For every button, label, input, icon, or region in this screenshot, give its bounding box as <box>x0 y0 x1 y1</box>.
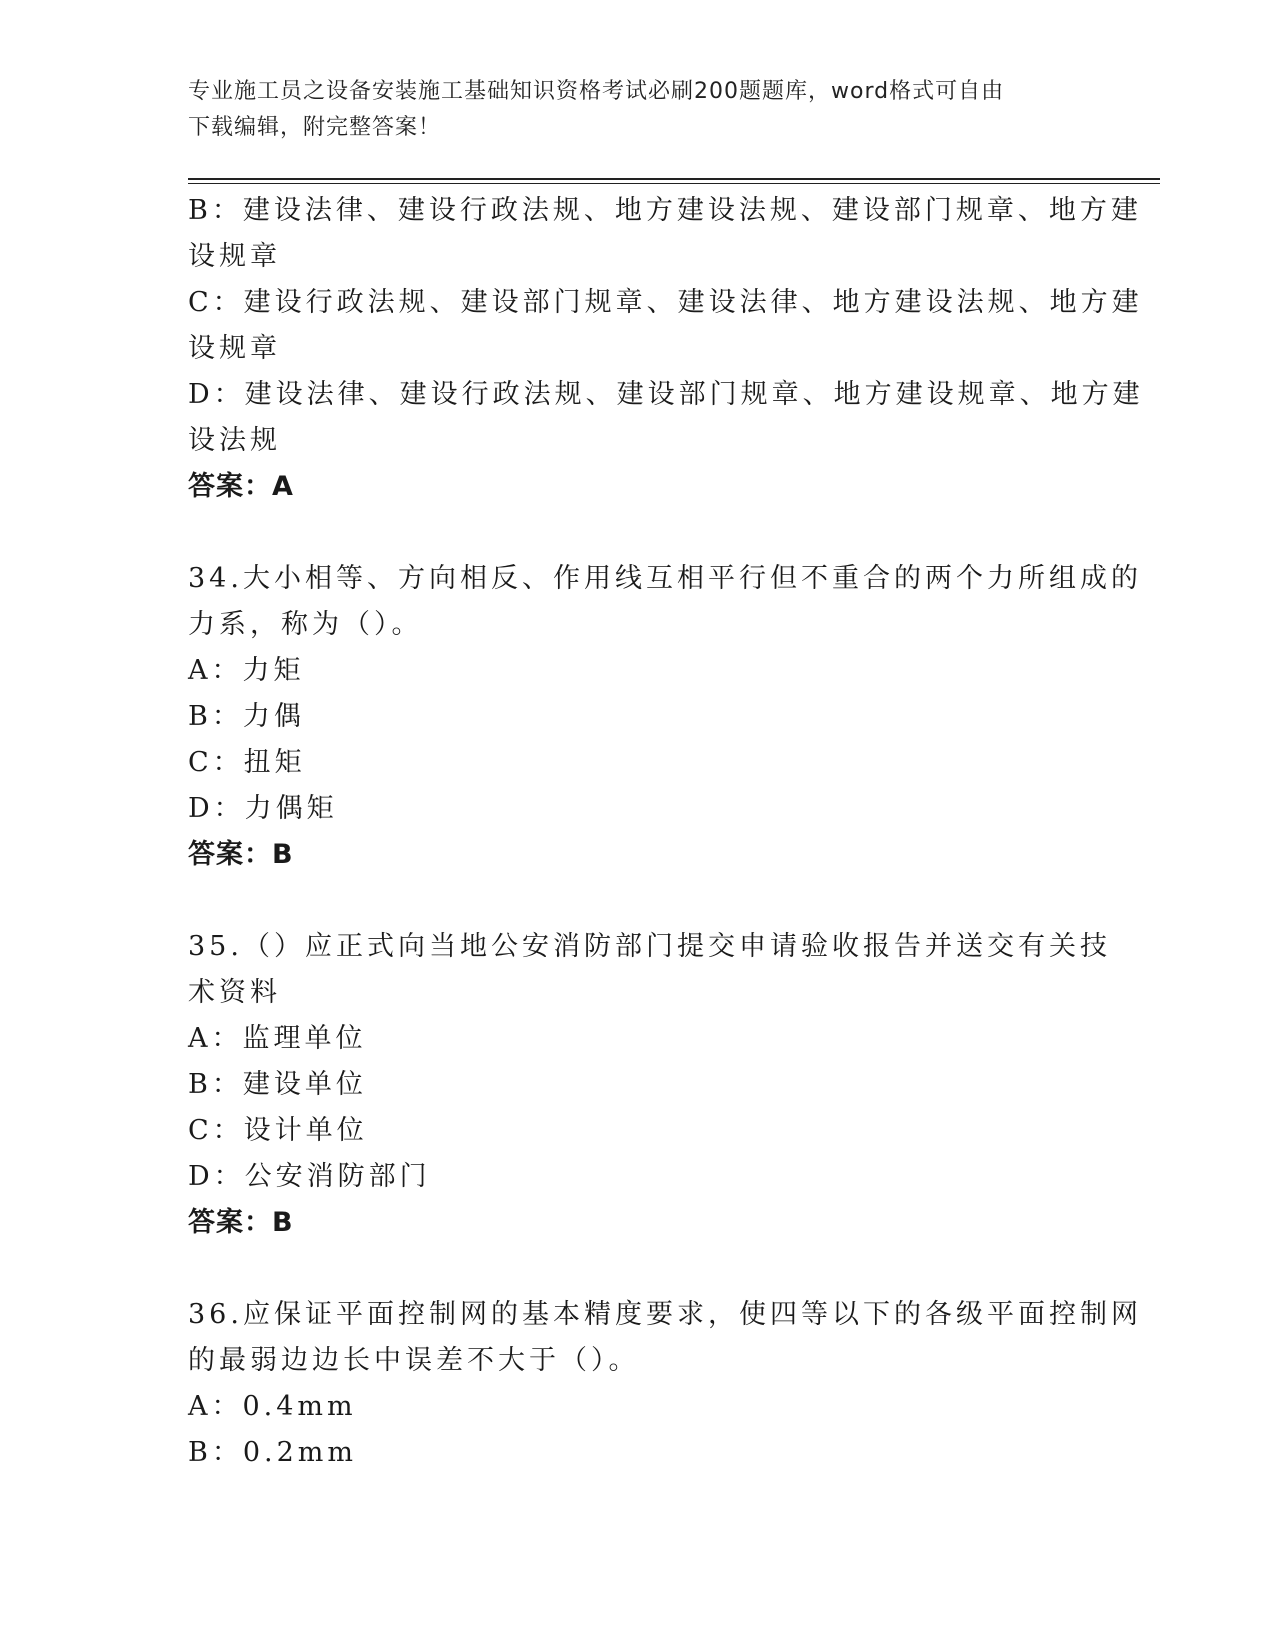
header-divider-thick <box>188 178 1160 180</box>
question-34 <box>188 556 1142 878</box>
spacer <box>188 1246 1088 1292</box>
option-a: A：监理单位 <box>188 1023 367 1054</box>
question-35 <box>188 924 1111 1246</box>
document-header <box>188 74 1088 146</box>
question-33-options <box>188 188 1144 510</box>
option-d: D：公安消防部门 <box>188 1161 431 1192</box>
option-a: A：0.4mm <box>188 1391 357 1422</box>
header-divider-thin <box>188 183 1160 184</box>
answer-34: 答案：B <box>188 839 294 870</box>
question-34-stem-1: 34.大小相等、方向相反、作用线互相平行但不重合的两个力所组成的 <box>188 563 1142 594</box>
option-c-line-2: 设规章 <box>188 333 281 364</box>
spacer <box>188 510 1088 556</box>
answer-35: 答案：B <box>188 1207 294 1238</box>
option-b: B：0.2mm <box>188 1437 357 1468</box>
spacer <box>188 878 1088 924</box>
question-36-stem-1: 36.应保证平面控制网的基本精度要求，使四等以下的各级平面控制网 <box>188 1299 1142 1330</box>
question-35-stem-1: 35.（）应正式向当地公安消防部门提交申请验收报告并送交有关技 <box>188 931 1111 962</box>
option-b: B：力偶 <box>188 701 305 732</box>
header-line-1: 专业施工员之设备安装施工基础知识资格考试必刷200题题库，word格式可自由 <box>188 79 1005 104</box>
header-line-2: 下载编辑，附完整答案！ <box>188 115 442 140</box>
option-d-line-2: 设法规 <box>188 425 281 456</box>
question-34-stem-2: 力系，称为（）。 <box>188 609 423 640</box>
option-c: C：设计单位 <box>188 1115 368 1146</box>
option-d-line-1: D：建设法律、建设行政法规、建设部门规章、地方建设规章、地方建 <box>188 379 1144 410</box>
answer-33: 答案：A <box>188 471 294 502</box>
option-c-line-1: C：建设行政法规、建设部门规章、建设法律、地方建设法规、地方建 <box>188 287 1143 318</box>
question-content <box>188 188 1144 1476</box>
option-d: D：力偶矩 <box>188 793 338 824</box>
option-a: A：力矩 <box>188 655 305 686</box>
option-b-line-2: 设规章 <box>188 241 281 272</box>
question-35-stem-2: 术资料 <box>188 977 281 1008</box>
question-36-stem-2: 的最弱边边长中误差不大于（）。 <box>188 1345 640 1376</box>
option-c: C：扭矩 <box>188 747 306 778</box>
option-b-line-1: B：建设法律、建设行政法规、地方建设法规、建设部门规章、地方建 <box>188 195 1142 226</box>
option-b: B：建设单位 <box>188 1069 367 1100</box>
question-36 <box>188 1292 1142 1476</box>
